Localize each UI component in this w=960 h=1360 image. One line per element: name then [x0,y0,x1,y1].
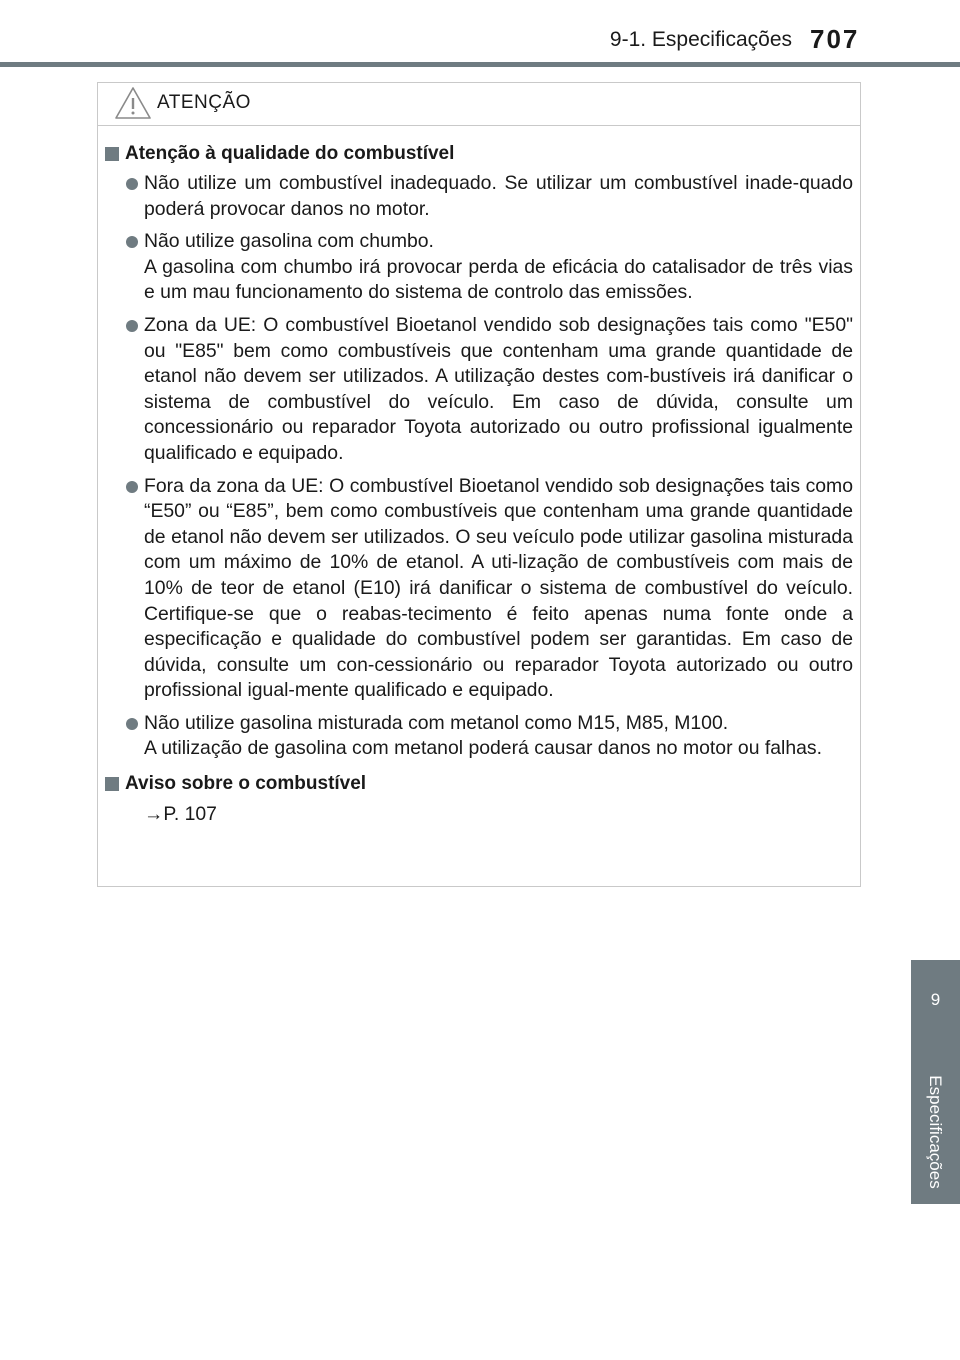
list-item-text: A utilização de gasolina com metanol poderá causar danos no motor ou falhas. [144,737,823,760]
warning-header [98,83,860,126]
header-rule [0,62,960,67]
list-item [105,229,853,306]
list-item [105,313,853,467]
round-bullet-icon [126,481,138,493]
list-item [105,474,853,704]
spacer [105,762,853,771]
chapter-label: Especificações [926,1075,945,1189]
round-bullet-icon [126,236,138,248]
section-heading [105,771,853,797]
warning-label: ATENÇÃO [157,92,251,113]
list-item [105,171,853,222]
header-section-title: 9-1. Especificações [609,28,792,51]
section-heading-text: Aviso sobre o combustível [125,773,367,795]
page-reference-link[interactable]: →P. 107 [144,803,217,826]
square-bullet-icon [105,777,119,791]
round-bullet-icon [126,718,138,730]
section-heading [105,141,853,167]
chapter-side-tab[interactable] [911,960,960,1204]
round-bullet-icon [126,178,138,190]
warning-triangle-icon [114,86,152,120]
list-item-text: Não utilize um combustível inadequado. Se utilizar um combustível inade-quado poderá provocar danos no motor. [144,172,853,220]
list-item-text: Fora da zona da UE: O combustível Bioetanol vendido sob designações tais como “E50” ou “E85”, bem como combustíveis que contenham uma grande quantidade de etanol não devem ser utilizados. O seu veículo pode utilizar gasolina misturada com um máximo de 10% de etanol. A uti-lização de combustíveis com mais de 10% de teor de etanol (E10) irá danificar o sistema de combustível do veículo. Certifique-se que o reabas-tecimento é feito apenas numa fonte onde a especificação e qualidade do combustível podem ser garantidas. Em caso de dúvida, consulte um con-cessionário ou reparador Toyota autorizado ou outro profissional igual-mente qualificado e equipado. [144,474,853,702]
section-heading-text: Atenção à qualidade do combustível [125,143,455,164]
round-bullet-icon [126,320,138,332]
list-item-text: Não utilize gasolina com chumbo. [144,230,434,253]
warning-content [105,141,853,827]
list-item-text: Zona da UE: O combustível Bioetanol vendido sob designações tais como "E50" ou "E85" bem como combustíveis que contenham uma grande quantidade de etanol não devem ser utilizados. A utilização destes com-bustíveis irá danificar o sistema de combustível do veículo. Em caso de dúvida, consulte um concessionário ou reparador Toyota autorizado ou outro profissional igualmente qualificado e equipado. [144,313,853,464]
warning-box [97,82,861,887]
square-bullet-icon [105,147,119,161]
list-item-text: Não utilize gasolina misturada com metanol como M15, M85, M100. [144,711,729,734]
page-number: 707 [810,24,860,54]
list-item [105,711,853,762]
list-item-text: A gasolina com chumbo irá provocar perda de eficácia do catalisador de três vias e um mau funcionamento do sistema de controlo das emissões. [144,255,853,304]
chapter-number: 9 [930,990,941,1009]
